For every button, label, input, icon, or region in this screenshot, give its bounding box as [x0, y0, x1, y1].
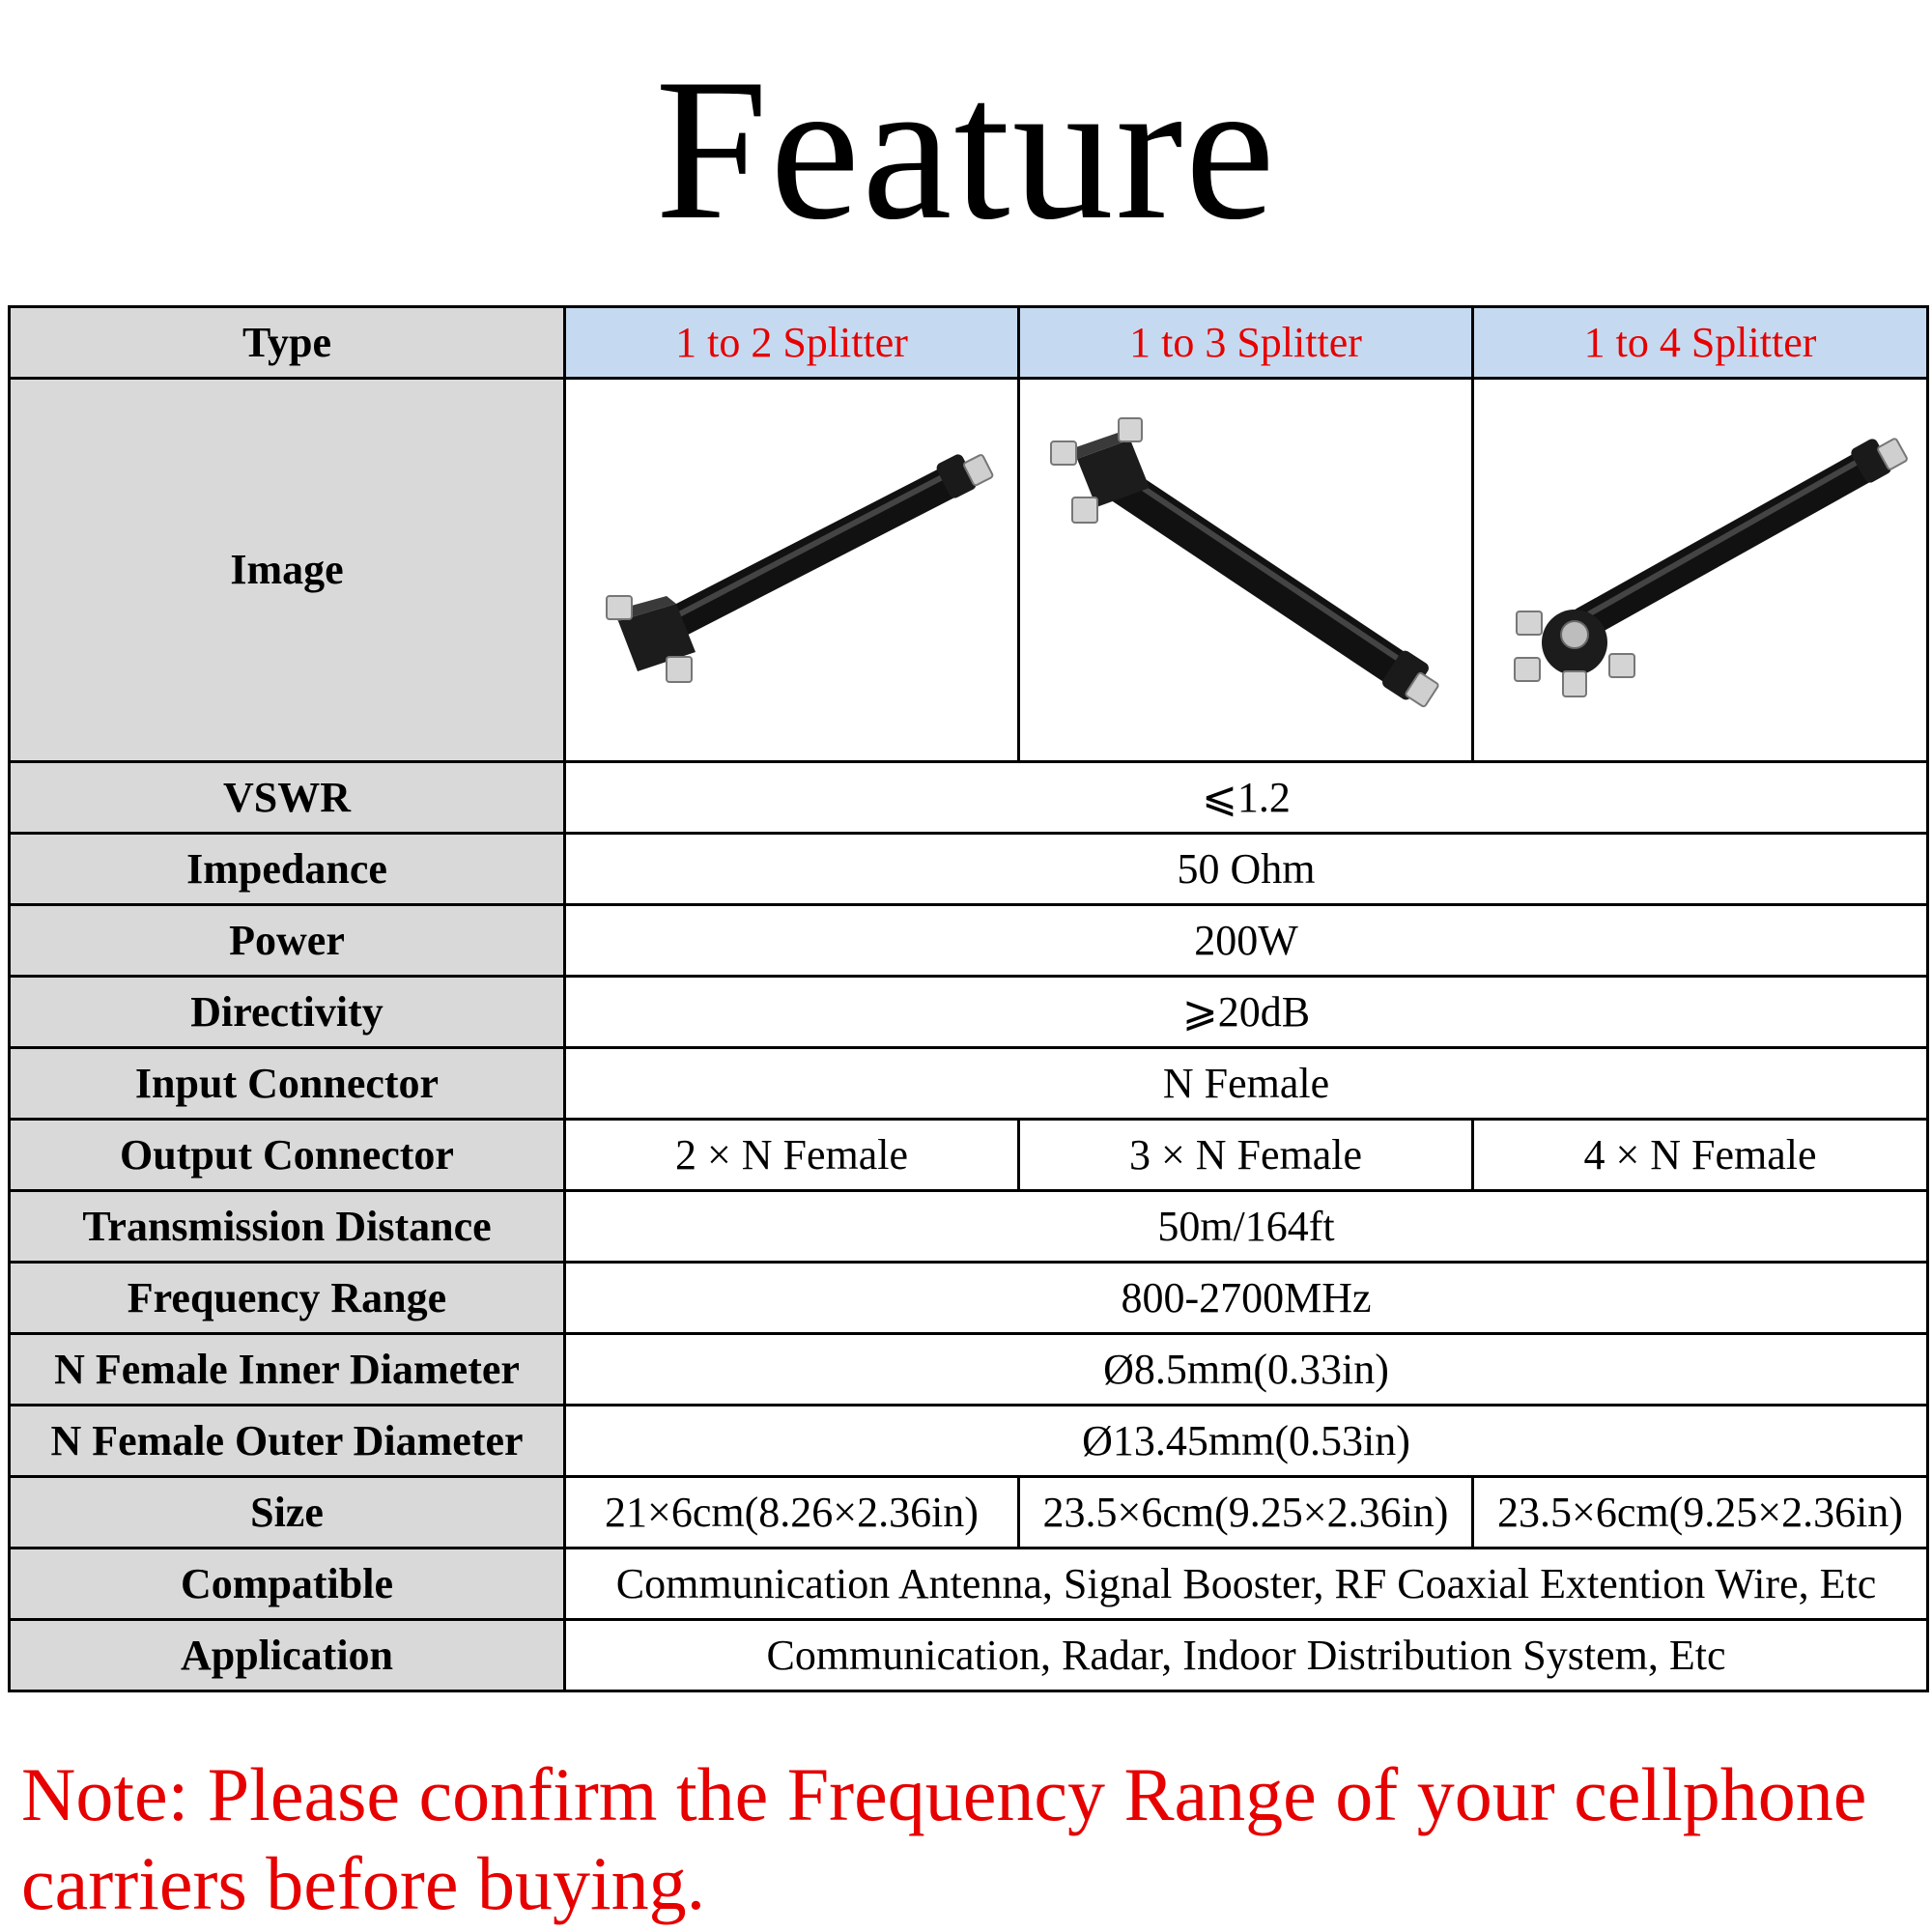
row-value-1to2: 21×6cm(8.26×2.36in): [565, 1477, 1019, 1548]
table-row-outer-diameter: [10, 1406, 1928, 1477]
product-image-1to2-splitter: [565, 379, 1019, 762]
note-text: Note: Please confirm the Frequency Range of your cellphone carriers before buying.: [21, 1752, 1867, 1925]
row-label: N Female Outer Diameter: [10, 1406, 565, 1477]
row-label: Impedance: [10, 834, 565, 905]
table-row-image: [10, 379, 1928, 762]
row-value-1to2: 2 × N Female: [565, 1120, 1019, 1191]
row-label: Compatible: [10, 1548, 565, 1620]
table-row-compatible: [10, 1548, 1928, 1620]
row-value: ⩾20dB: [565, 977, 1928, 1048]
table-row-power: [10, 905, 1928, 977]
spec-table: [8, 305, 1929, 1692]
row-value: ⩽1.2: [565, 762, 1928, 834]
row-value: 50 Ohm: [565, 834, 1928, 905]
row-label: VSWR: [10, 762, 565, 834]
row-value: Communication Antenna, Signal Booster, RF Coaxial Extention Wire, Etc: [565, 1548, 1928, 1620]
row-value-1to4: 23.5×6cm(9.25×2.36in): [1473, 1477, 1928, 1548]
table-row-type: [10, 307, 1928, 379]
table-row-output-connector: [10, 1120, 1928, 1191]
row-value: 50m/164ft: [565, 1191, 1928, 1263]
row-value-1to4: 4 × N Female: [1473, 1120, 1928, 1191]
row-value: 800-2700MHz: [565, 1263, 1928, 1334]
type-header-1to4: 1 to 4 Splitter: [1473, 307, 1928, 379]
table-row-vswr: [10, 762, 1928, 834]
table-row-inner-diameter: [10, 1334, 1928, 1406]
row-label: Application: [10, 1620, 565, 1691]
row-label: N Female Inner Diameter: [10, 1334, 565, 1406]
row-label: Input Connector: [10, 1048, 565, 1120]
type-header-1to2: 1 to 2 Splitter: [565, 307, 1019, 379]
table-row-input-connector: [10, 1048, 1928, 1120]
row-label-type: Type: [10, 307, 565, 379]
row-label: Output Connector: [10, 1120, 565, 1191]
row-label: Directivity: [10, 977, 565, 1048]
table-row-application: [10, 1620, 1928, 1691]
row-label: Size: [10, 1477, 565, 1548]
table-row-directivity: [10, 977, 1928, 1048]
row-label: Transmission Distance: [10, 1191, 565, 1263]
table-row-size: [10, 1477, 1928, 1548]
row-value-1to3: 23.5×6cm(9.25×2.36in): [1019, 1477, 1473, 1548]
row-value: Communication, Radar, Indoor Distribution System, Etc: [565, 1620, 1928, 1691]
type-header-1to3: 1 to 3 Splitter: [1019, 307, 1473, 379]
table-row-frequency-range: [10, 1263, 1928, 1334]
product-image-1to3-splitter: [1019, 379, 1473, 762]
table-row-transmission-distance: [10, 1191, 1928, 1263]
row-value-1to3: 3 × N Female: [1019, 1120, 1473, 1191]
row-value: 200W: [565, 905, 1928, 977]
product-image-1to4-splitter: [1473, 379, 1928, 762]
row-value: Ø8.5mm(0.33in): [565, 1334, 1928, 1406]
page-title: Feature: [655, 38, 1277, 262]
table-row-impedance: [10, 834, 1928, 905]
row-label: Frequency Range: [10, 1263, 565, 1334]
row-label-image: Image: [10, 379, 565, 762]
row-value: Ø13.45mm(0.53in): [565, 1406, 1928, 1477]
row-label: Power: [10, 905, 565, 977]
row-value: N Female: [565, 1048, 1928, 1120]
